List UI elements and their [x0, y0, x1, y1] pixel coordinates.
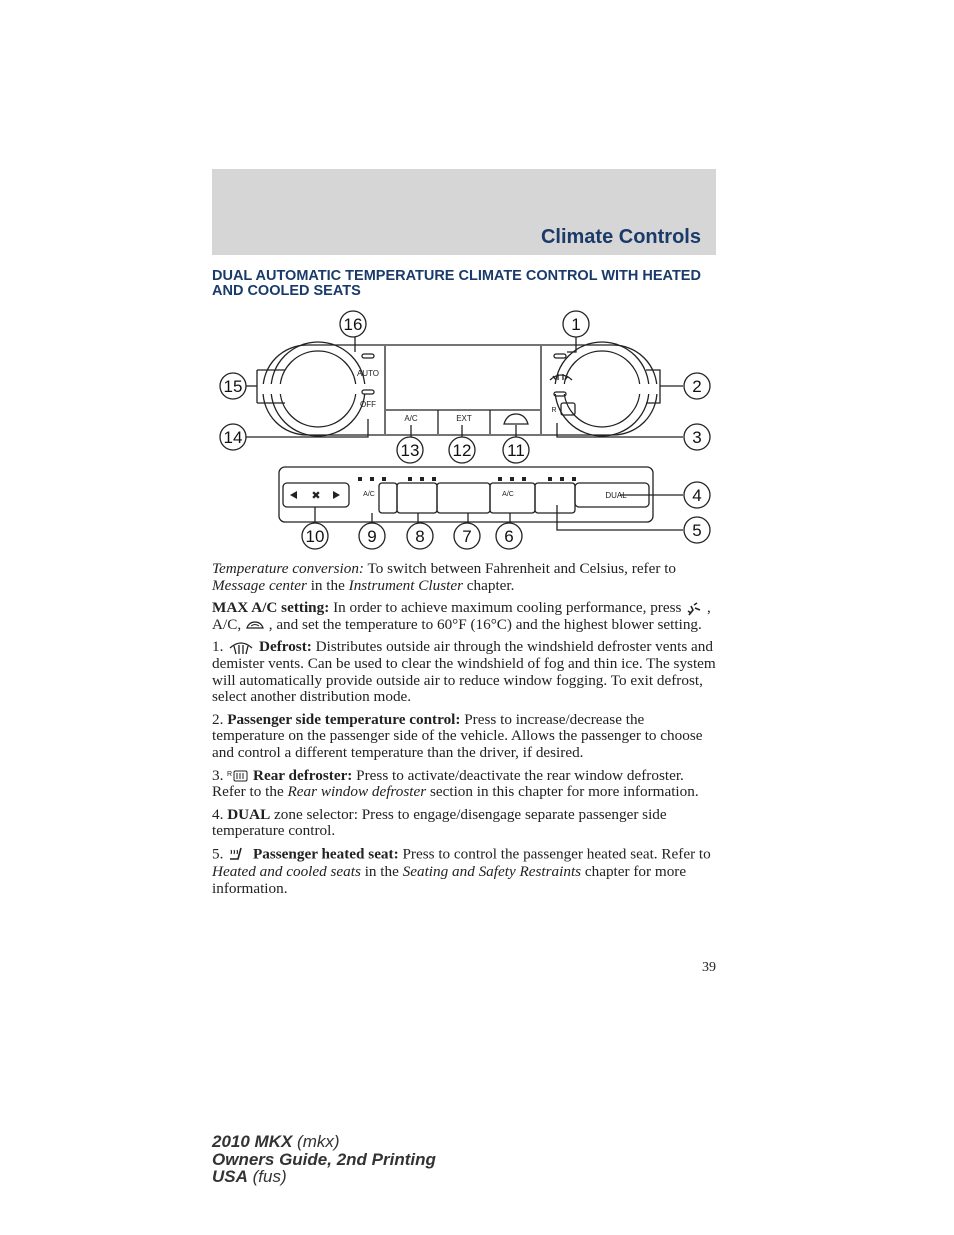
callout-6: 6 — [504, 527, 514, 546]
climate-control-diagram — [212, 305, 716, 560]
max-ac-paragraph: MAX A/C setting: In order to achieve maximum cooling performance, press , A/C, , and set the temperature to 60°F (16°C) and the highest blower setting. — [212, 599, 711, 633]
page-title: Climate Controls — [540, 226, 701, 248]
callout-1: 1 — [571, 315, 581, 334]
footer — [212, 1133, 436, 1186]
callout-15: 15 — [223, 377, 243, 396]
body-text — [212, 561, 718, 903]
callout-9: 9 — [367, 527, 377, 546]
svg-text:R: R — [227, 771, 233, 779]
ac-label: A/C — [404, 414, 418, 423]
item-defrost: 1. Defrost: Distributes outside air through the windshield defroster vents and demister vents. Can be used to clear the windshield of fog and thin ice. The system will automatically provide outside air to reduce window fogging. To exit defrost, select another distribution mode. — [212, 638, 716, 706]
callout-5: 5 — [692, 521, 702, 540]
header-bar — [212, 169, 716, 255]
ext-label: EXT — [456, 414, 472, 423]
recirculation-icon — [245, 619, 265, 631]
item-dual: 4. DUAL zone selector: Press to engage/disengage separate passenger side temperature control. — [212, 805, 667, 840]
callout-10: 10 — [305, 527, 325, 546]
item-rear-defroster: 3. R Rear defroster: Press to activate/deactivate the rear window defroster. Refer to the Rear window defroster section in this chapter for more information. — [212, 766, 699, 801]
callout-13: 13 — [400, 441, 420, 460]
footer-line-2: Owners Guide, 2nd Printing — [212, 1149, 436, 1169]
auto-label: AUTO — [356, 369, 380, 378]
callout-4: 4 — [692, 486, 702, 505]
temp-conversion-paragraph: Temperature conversion: To switch between Fahrenheit and Celsius, refer to Message center in the Instrument Cluster chapter. — [212, 560, 677, 594]
dual-label: DUAL — [605, 491, 627, 500]
callout-12: 12 — [452, 441, 472, 460]
heated-seat-icon — [227, 846, 249, 864]
callout-7: 7 — [462, 527, 472, 546]
callout-16: 16 — [343, 315, 363, 334]
callout-8: 8 — [415, 527, 425, 546]
footer-line-3: USA (fus) — [212, 1167, 287, 1186]
callout-11: 11 — [507, 441, 525, 460]
footer-line-1: 2010 MKX (mkx) — [212, 1132, 340, 1151]
item-passenger-temp: 2. Passenger side temperature control: Press to increase/decrease the temperature on the passenger side of the vehicle. Allows the passenger to choose and control a different temperature than the driver, if desired. — [212, 710, 703, 761]
rear-defrost-icon — [227, 769, 249, 783]
callout-3: 3 — [692, 428, 702, 447]
rear-label: R — [551, 407, 557, 414]
page-number: 39 — [702, 960, 716, 975]
fan-icon: ✖ — [311, 490, 321, 502]
floor-windshield-mode-icon — [685, 601, 703, 617]
defrost-icon — [227, 640, 255, 656]
svg-text:A/C: A/C — [363, 491, 375, 498]
item-heated-seat: 5. Passenger heated seat: Press to control the passenger heated seat. Refer to Heated and cooled seats in the Seating and Safety Restraints chapter for more information. — [212, 845, 711, 897]
section-title: DUAL AUTOMATIC TEMPERATURE CLIMATE CONTROL WITH HEATED AND COOLED SEATS — [212, 268, 701, 299]
off-label: OFF — [360, 400, 376, 409]
callout-2: 2 — [692, 377, 702, 396]
callout-14: 14 — [223, 428, 243, 447]
seat-ac-label: A/C — [502, 491, 514, 498]
